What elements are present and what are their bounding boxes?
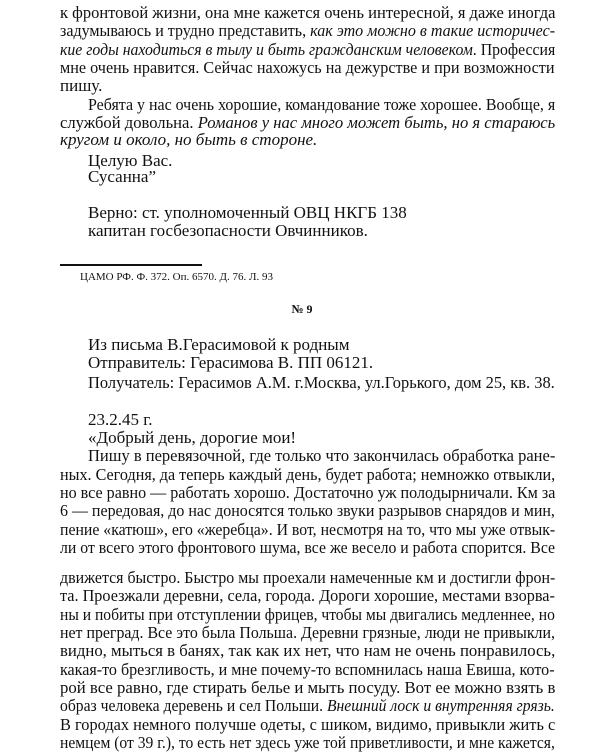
text-segment: . Профессия	[472, 40, 556, 59]
text-segment: ли от всего этого фронтового шума, все же весело и работа спорится. Все	[60, 538, 556, 557]
text-segment: пение «катюш», его «жеребца». И вот, несмотря на то, что мы уже отвык-	[60, 520, 556, 539]
text-line	[88, 428, 296, 448]
italic-text: кие годы находиться в тылу и быть гражданским человеком	[60, 40, 473, 59]
text-line	[88, 353, 373, 373]
text-line	[60, 678, 555, 698]
text-segment: движется быстро. Быстро мы проехали намеченные км и достигли фрон-	[60, 568, 556, 587]
text-segment: Верно: ст. уполномоченный ОВЦ НКГБ 138	[88, 203, 407, 222]
text-line	[60, 641, 555, 661]
text-segment: Отправитель: Герасимова В. ПП 06121.	[88, 353, 374, 372]
text-line	[60, 483, 555, 503]
text-segment: образ человека деревень и сел Польши.	[60, 696, 327, 715]
italic-text: кругом и около, но быть в стороне.	[60, 130, 318, 149]
text-segment: ны и побиты при отступлении фрицев, чтобы мы двигались медленнее, но	[60, 605, 555, 624]
italic-text: Романов у нас много может быть, но я стараюсь	[197, 113, 556, 132]
text-segment: какая-то брезгливость, и мне почему-то вспомнилась наша Евиша, кото-	[60, 660, 555, 679]
text-line	[60, 58, 555, 78]
text-segment: мне очень нравится. Сейчас нахожусь на дежурстве и при возможности	[60, 58, 555, 77]
text-segment: Из письма В.Герасимовой к родным	[88, 335, 350, 354]
text-segment: Целую Вас.	[88, 151, 173, 170]
text-segment: но все равно — работать хорошо. Достаточно уж полодырничали. Км за	[60, 483, 556, 502]
text-line	[60, 130, 317, 150]
text-segment: Сусанна”	[88, 167, 156, 186]
text-segment: немцем (от 39 г.), то есть нет здесь уже той приветливости, и мне кажется,	[60, 733, 555, 752]
footnote-divider	[60, 264, 202, 266]
text-line	[88, 446, 555, 466]
text-segment: ных. Сегодня, да теперь каждый день, будет работа; немножко отвыкли,	[60, 465, 556, 484]
text-segment: «Добрый день, дорогие мои!	[88, 428, 297, 447]
text-line	[88, 95, 555, 115]
text-line	[60, 465, 555, 485]
text-segment: Пишу в перевязочной, где только что закончилась обработка ране-	[88, 446, 556, 465]
italic-text: Внешний лоск и внутренняя грязь.	[326, 696, 555, 715]
text-segment: 23.2.45 г.	[88, 410, 153, 429]
text-segment: к фронтовой жизни, она мне кажется очень интересной, я даже иногда	[60, 3, 556, 22]
text-line	[88, 373, 555, 393]
text-line	[88, 335, 350, 355]
text-line	[60, 3, 555, 23]
text-line	[60, 501, 555, 521]
text-line	[60, 586, 555, 606]
text-line	[88, 203, 407, 223]
text-line	[60, 538, 555, 558]
text-line	[60, 520, 555, 540]
text-line	[60, 715, 555, 735]
text-line	[60, 605, 555, 625]
italic-text: как это можно в такие историчес-	[310, 21, 556, 40]
text-segment: капитан госбезопасности Овчинников.	[88, 221, 368, 240]
text-segment: видно, мыться в банях, так как их нет, что нам не очень понравилось,	[60, 641, 556, 660]
text-line	[60, 623, 555, 643]
text-segment: службой довольна.	[60, 113, 198, 132]
text-segment: пишу.	[60, 76, 103, 95]
text-segment: ЦАМО РФ. Ф. 372. Оп. 6570. Д. 76. Л. 93	[80, 271, 273, 283]
text-line	[88, 410, 153, 430]
text-line	[60, 21, 555, 41]
archive-reference	[80, 267, 273, 287]
text-line	[60, 696, 555, 716]
text-segment: № 9	[291, 302, 313, 316]
text-line	[88, 221, 368, 241]
text-segment: Ребята у нас очень хорошие, командование тоже хорошее. Вообще, я	[88, 95, 556, 114]
text-line	[60, 733, 555, 753]
text-line	[60, 568, 555, 588]
document-number	[0, 299, 604, 319]
text-line	[60, 76, 102, 96]
text-line	[60, 660, 555, 680]
text-segment: 6 — передовая, до нас доносятся только звуки разрывов снарядов и мин,	[60, 501, 555, 520]
text-segment: та. Проезжали деревни, села, города. Дороги хорошие, местами взорва-	[60, 586, 555, 605]
text-line	[60, 40, 555, 60]
text-segment: задумываюсь и трудно представить,	[60, 21, 311, 40]
text-segment: Получатель: Герасимов А.М. г.Москва, ул.Горького, дом 25, кв. 38.	[88, 373, 555, 392]
text-segment: В городах немного получше одеты, с шиком, видимо, привыкли жить с	[60, 715, 556, 734]
text-segment: рой все равно, где стирать белье и мыть посуду. Вот ее можно взять в	[60, 678, 556, 697]
text-segment: нет преград. Все это была Польша. Деревни грязные, люди не привыкли,	[60, 623, 555, 642]
text-line	[88, 167, 156, 187]
